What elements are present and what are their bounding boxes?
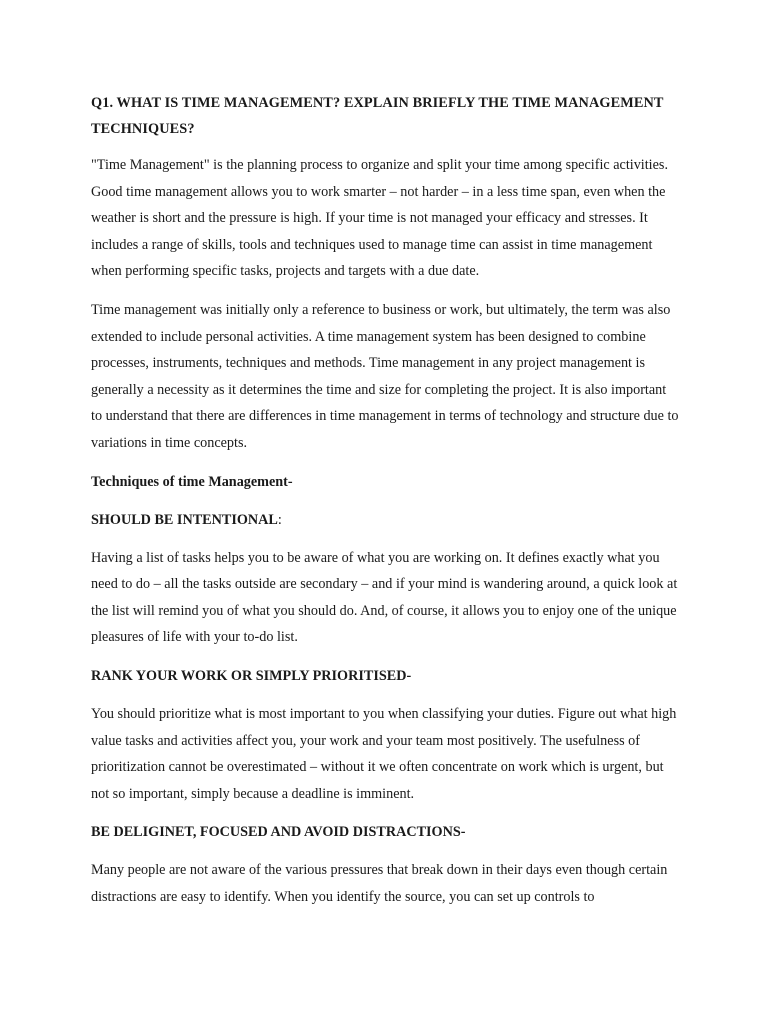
techniques-heading: Techniques of time Management- [91, 473, 293, 490]
document-page [91, 90, 679, 922]
section-heading-prioritise: RANK YOUR WORK OR SIMPLY PRIORITISED- [91, 667, 412, 684]
document-title: Q1. WHAT IS TIME MANAGEMENT? EXPLAIN BRIEFLY THE TIME MANAGEMENT TECHNIQUES? [91, 95, 664, 137]
section-heading-intentional [91, 507, 679, 533]
section-body-prioritise: You should prioritize what is most important to you when classifying your duties. Figure out what high value tasks and activities affect you, your work and your team most positively. The usefulness of prioritization cannot be overestimated – without it we often concentrate on work which is urgent, but not so important, simply because a deadline is imminent. [91, 705, 677, 802]
section-body-distractions: Many people are not aware of the various pressures that break down in their days even though certain distractions are easy to identify. When you identify the source, you can set up controls to [91, 862, 668, 905]
section-heading-suffix: : [277, 511, 282, 528]
intro-paragraph-1: "Time Management" is the planning process to organize and split your time among specific activities. Good time management allows you to work smarter – not harder – in a less time span, even when the weather is short and the pressure is high. If your time is not managed your efficacy and stresses. It includes a range of skills, tools and techniques used to manage time can assist in time management when performing specific tasks, projects and targets with a due date. [91, 157, 668, 280]
section-body-intentional: Having a list of tasks helps you to be aware of what you are working on. It defines exactly what you need to do – all the tasks outside are secondary – and if your mind is wandering around, a quick look at the list will remind you of what you should do. And, of course, it allows you to enjoy one of the unique pleasures of life with your to-do list. [91, 549, 678, 646]
intro-paragraph-2: Time management was initially only a reference to business or work, but ultimately, the term was also extended to include personal activities. A time management system has been designed to combine processes, instruments, techniques and methods. Time management in any project management is generally a necessity as it determines the time and size for completing the project. It is also important to understand that there are differences in time management in terms of technology and structure due to variations in time concepts. [91, 301, 679, 451]
section-heading-text: SHOULD BE INTENTIONAL [91, 511, 278, 528]
section-heading-distractions: BE DELIGINET, FOCUSED AND AVOID DISTRACTIONS- [91, 824, 466, 841]
